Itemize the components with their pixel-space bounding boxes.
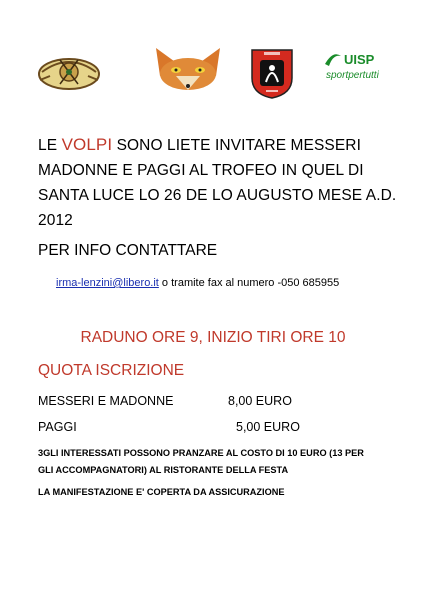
fee-value: 5,00 EURO [236,420,300,434]
fee-row [38,394,292,408]
invitation-text [38,132,398,233]
invite-body: SONO LIETE INVITARE MESSERI MADONNE E PAGGI AL TROFEO IN QUEL DI SANTA LUCE LO 26 DE LO AUGUSTO MESE A.D. 2012 [38,137,397,229]
fee-label: MESSERI E MADONNE [38,394,174,408]
uisp-name: UISP [344,52,375,67]
fee-label: PAGGI [38,420,77,434]
uisp-swoosh-icon [324,52,342,68]
logo-strip [36,44,392,104]
contact-fax-text: o tramite fax al numero -050 685955 [158,277,340,289]
insurance-note: LA MANIFESTAZIONE E' COPERTA DA ASSICURAZIONE [38,487,285,497]
uisp-tagline: sportpertutti [326,70,379,81]
quota-heading: QUOTA ISCRIZIONE [38,362,185,379]
lunch-note: 3GLI INTERESSATI POSSONO PRANZARE AL COSTO DI 10 EURO (13 PER GLI ACCOMPAGNATORI) AL RISTORANTE DELLA FESTA [38,448,364,475]
uisp-logo [324,50,392,88]
raduno-schedule: RADUNO ORE 9, INIZIO TIRI ORE 10 [80,329,346,346]
contact-line [56,277,339,289]
invite-prefix: LE [38,137,62,154]
red-shield-crest-logo [250,48,294,100]
volpi-highlight: VOLPI [61,135,113,154]
contact-email-link[interactable]: irma-lenzini@libero.it [56,277,159,289]
fox-face-logo [150,46,226,94]
fee-value: 8,00 EURO [228,394,292,408]
info-heading: PER INFO CONTATTARE [38,242,218,259]
archery-emblem-logo [36,50,102,92]
fee-row [38,420,300,434]
